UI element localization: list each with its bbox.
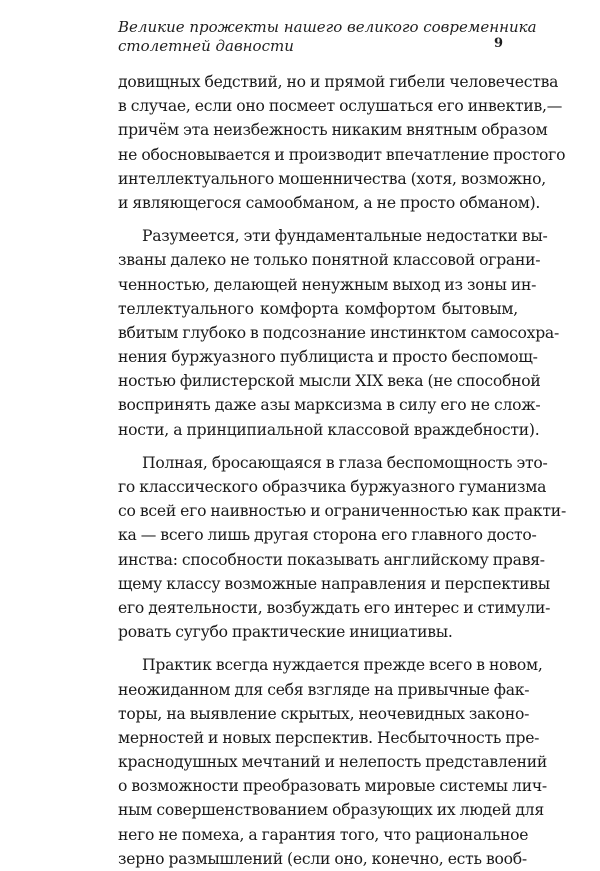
running-header-line-2: столетней давности <box>118 37 294 55</box>
text-line: ка — всего лишь другая сторона его главного досто- <box>118 526 537 545</box>
paragraph-1 <box>118 70 566 215</box>
text-line: довищных бедствий, но и прямой гибели человечества <box>118 73 559 91</box>
text-line: причём эта неизбежность никаким внятным образом <box>118 121 548 140</box>
text-line: воспринять даже азы марксизма в силу его не слож- <box>118 396 541 415</box>
text-line: го классического образчика буржуазного гуманизма <box>118 478 547 496</box>
text-line: со всей его наивностью и ограниченностью как практи- <box>118 502 566 521</box>
text-line: званы далеко не только понятной классовой ограни- <box>118 251 541 270</box>
page-number: 9 <box>494 36 504 51</box>
text-line: не обосновывается и производит впечатление простого <box>118 145 566 164</box>
text-line: ным совершенствованием образующих их людей для <box>118 801 544 820</box>
text-line: ностью филистерской мысли XIX века (не способной <box>118 372 541 391</box>
text-line: Полная, бросающаяся в глаза беспомощность это- <box>142 453 548 472</box>
running-header-line-1: Великие прожекты нашего великого современника <box>118 18 537 36</box>
text-line: ченностью, делающей ненужным выход из зоны ин- <box>118 275 537 294</box>
text-line: интеллектуального мошенничества (хотя, возможно, <box>118 169 546 188</box>
paragraph-3 <box>118 451 566 645</box>
text-line: Практик всегда нуждается прежде всего в новом, <box>142 656 543 675</box>
text-line: инства: способности показывать английскому правя- <box>118 550 545 569</box>
text-line: зерно размышлений (если оно, конечно, есть вооб- <box>118 849 527 868</box>
text-line: в случае, если оно посмеет ослушаться его инвектив,— <box>118 97 563 116</box>
text-line: о возможности преобразовать мировые системы лич- <box>118 777 547 796</box>
paragraph-4 <box>118 653 547 871</box>
text-line: неожиданном для себя взгляде на привычные фак- <box>118 680 530 699</box>
text-line: и являющегося самообманом, а не просто обманом). <box>118 193 541 212</box>
text-line: торы, на выявление скрытых, неочевидных законо- <box>118 704 530 723</box>
text-line: нения буржуазного публициста и просто беспомощ- <box>118 348 538 367</box>
running-header <box>118 18 537 56</box>
text-line: ровать сугубо практические инициативы. <box>118 623 453 642</box>
text-line: Разумеется, эти фундаментальные недостатки вы- <box>142 227 548 246</box>
text-line: щему классу возможные направления и перспективы <box>118 574 550 593</box>
text-line: него не помеха, а гарантия того, что рациональное <box>118 825 529 844</box>
text-line: теллектуального комфорта комфортом бытовым, <box>118 299 518 318</box>
text-line: ности, а принципиальной классовой враждебности). <box>118 420 540 439</box>
text-line: вбитым глубоко в подсознание инстинктом самосохра- <box>118 323 560 342</box>
body-text <box>118 70 566 871</box>
text-line: мерностей и новых перспектив. Несбыточность пре- <box>118 728 540 747</box>
text-line: краснодушных мечтаний и нелепость представлений <box>118 753 547 772</box>
paragraph-2 <box>118 224 560 442</box>
text-line: его деятельности, возбуждать его интерес и стимули- <box>118 598 551 617</box>
